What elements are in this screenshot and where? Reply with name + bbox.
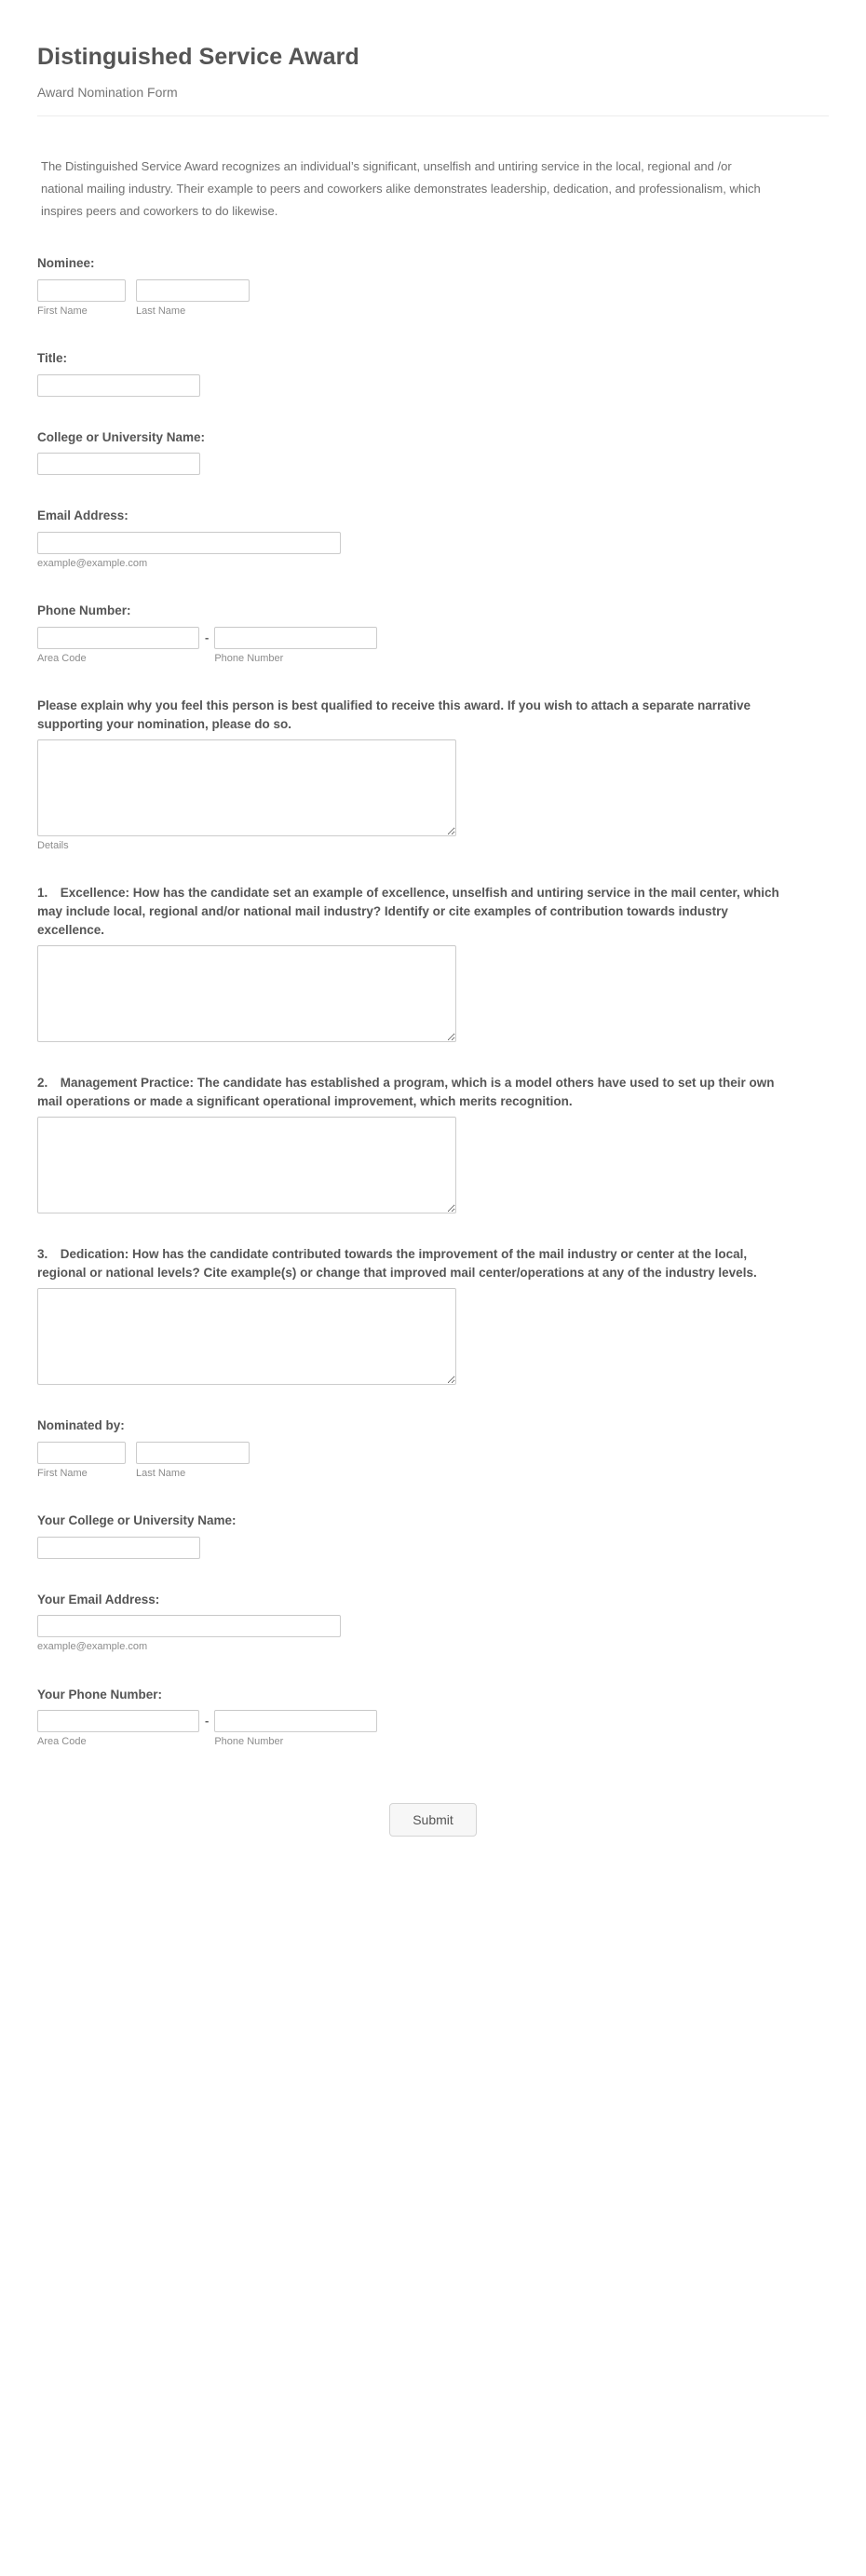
question-2-textarea[interactable]	[37, 1117, 456, 1213]
your-phone-area-code-sublabel: Area Code	[37, 1736, 87, 1748]
explain-sublabel: Details	[37, 840, 69, 852]
submit-row	[37, 1749, 829, 1902]
email-label: Email Address:	[37, 508, 129, 523]
phone-row	[37, 627, 829, 665]
field-nominee	[37, 223, 829, 318]
field-explain	[37, 665, 829, 852]
college-label: College or University Name:	[37, 429, 206, 444]
your-phone-row	[37, 1710, 829, 1748]
field-question-3	[37, 1213, 829, 1385]
question-2-label: 2. Management Practice: The candidate has established a program, which is a model others have used to set up their own mail operations or made a significant operational improvement, which merits recognition.	[37, 1076, 775, 1108]
your-email-sublabel: example@example.com	[37, 1641, 148, 1653]
college-input[interactable]	[37, 453, 200, 475]
field-phone	[37, 570, 829, 665]
page-title: Distinguished Service Award	[37, 44, 359, 70]
explain-label: Please explain why you feel this person is best qualified to receive this award. If you wish to attach a separate narrative supporting your nomination, please do so.	[37, 698, 751, 731]
phone-area-code-group	[37, 627, 199, 665]
nominee-last-name-sublabel: Last Name	[136, 305, 186, 317]
form-header	[37, 43, 829, 116]
field-college	[37, 397, 829, 476]
nominee-last-name-group	[136, 279, 250, 318]
phone-area-code-input[interactable]	[37, 627, 199, 649]
your-phone-area-code-group	[37, 1710, 199, 1748]
your-phone-area-code-input[interactable]	[37, 1710, 199, 1732]
nominated-by-first-name-input[interactable]	[37, 1442, 126, 1464]
nominee-label: Nominee:	[37, 256, 95, 271]
your-college-input[interactable]	[37, 1537, 200, 1559]
intro-paragraph-block	[37, 116, 829, 223]
nominee-first-name-sublabel: First Name	[37, 305, 88, 317]
explain-textarea[interactable]	[37, 739, 456, 836]
nominee-name-row	[37, 279, 829, 318]
page-subtitle: Award Nomination Form	[37, 85, 178, 100]
field-email	[37, 475, 829, 570]
question-1-textarea[interactable]	[37, 945, 456, 1042]
nominee-last-name-input[interactable]	[136, 279, 250, 302]
your-phone-label: Your Phone Number:	[37, 1687, 163, 1702]
nominated-by-name-row	[37, 1442, 829, 1480]
your-college-label: Your College or University Name:	[37, 1513, 237, 1528]
nominee-first-name-group	[37, 279, 126, 318]
field-your-email	[37, 1559, 829, 1654]
submit-button[interactable]: Submit	[389, 1803, 477, 1837]
nominated-by-first-name-group	[37, 1442, 126, 1480]
phone-area-code-sublabel: Area Code	[37, 652, 87, 664]
intro-paragraph: The Distinguished Service Award recognizes an individual’s significant, unselfish and untiring service in the local, regional and /or national mailing industry. Their example to peers and coworkers alike demonstrates leadership, dedication, and professionalism, which inspires peers and coworkers to do likewise.	[41, 159, 761, 219]
your-phone-number-group	[214, 1710, 377, 1748]
field-question-2	[37, 1042, 829, 1213]
nominated-by-last-name-group	[136, 1442, 250, 1480]
phone-number-sublabel: Phone Number	[214, 652, 284, 664]
phone-label: Phone Number:	[37, 603, 131, 618]
phone-number-input[interactable]	[214, 627, 377, 649]
nominated-by-last-name-sublabel: Last Name	[136, 1467, 186, 1479]
nominated-by-first-name-sublabel: First Name	[37, 1467, 88, 1479]
phone-number-group	[214, 627, 377, 665]
field-title	[37, 318, 829, 397]
email-sublabel: example@example.com	[37, 557, 148, 569]
email-input[interactable]	[37, 532, 341, 554]
your-email-label: Your Email Address:	[37, 1592, 160, 1607]
your-email-input[interactable]	[37, 1615, 341, 1637]
question-3-label: 3. Dedication: How has the candidate contributed towards the improvement of the mail industry or center at the local, regional or national levels? Cite example(s) or change that improved mail center/operations at any of the industry levels.	[37, 1247, 757, 1280]
question-3-textarea[interactable]	[37, 1288, 456, 1385]
field-your-college	[37, 1480, 829, 1559]
phone-separator: -	[205, 630, 210, 644]
your-phone-number-input[interactable]	[214, 1710, 377, 1732]
your-phone-number-sublabel: Phone Number	[214, 1736, 284, 1748]
field-question-1	[37, 852, 829, 1042]
question-1-label: 1. Excellence: How has the candidate set an example of excellence, unselfish and untiring service in the mail center, which may include local, regional and/or national mail industry? Identify or cite examples of contribution towards industry excellence.	[37, 886, 779, 937]
field-nominated-by	[37, 1385, 829, 1480]
your-phone-separator: -	[205, 1714, 210, 1729]
nominated-by-last-name-input[interactable]	[136, 1442, 250, 1464]
title-input[interactable]	[37, 374, 200, 397]
nominated-by-label: Nominated by:	[37, 1418, 125, 1433]
nominee-first-name-input[interactable]	[37, 279, 126, 302]
field-your-phone	[37, 1654, 829, 1749]
title-label: Title:	[37, 351, 68, 366]
